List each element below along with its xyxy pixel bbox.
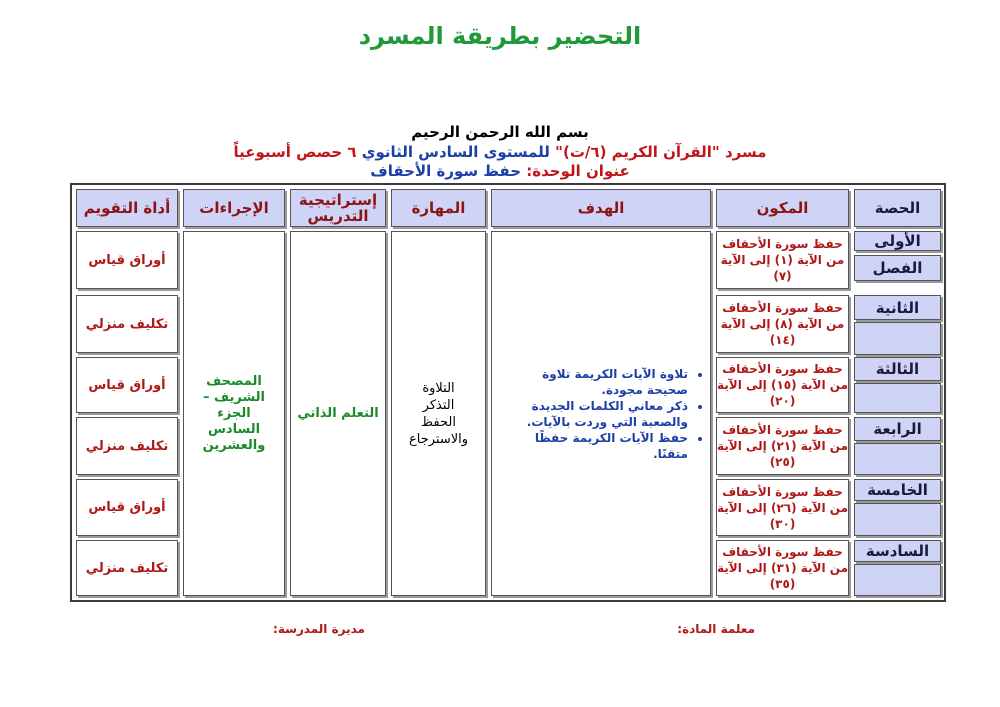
col-lesson-header: الحصة (854, 189, 941, 227)
evaluation-cell: أوراق قياس (76, 357, 178, 413)
col-procedures-header: الإجراءات (183, 189, 285, 227)
basmala: بسم الله الرحمن الرحيم (411, 123, 589, 141)
course-level: للمستوى السادس الثانوي (361, 143, 550, 161)
lesson-name: السادسة (854, 540, 941, 562)
col-skill-header: المهارة (391, 189, 486, 227)
strategy-cell: التعلم الذاتي (290, 231, 386, 596)
evaluation-cell: أوراق قياس (76, 231, 178, 289)
col-evaluation-header: أداة التقويم (76, 189, 178, 227)
col-strategy-header: إستراتيجية التدريس (290, 189, 386, 227)
component-cell: حفظ سورة الأحقاف من الآية (١٥) إلى الآية (٢٠) (716, 357, 849, 413)
teacher-signature-label: معلمة المادة: (677, 622, 755, 636)
goal-item: • تلاوة الآيات الكريمة تلاوة صحيحة مجودة. (500, 366, 688, 398)
course-name: مسرد "القرآن الكريم (٦/ت)" (555, 143, 767, 161)
col-goal-header: الهدف (491, 189, 711, 227)
page-title: التحضير بطريقة المسرد (358, 22, 642, 50)
evaluation-cell: تكليف منزلي (76, 540, 178, 596)
component-cell: حفظ سورة الأحقاف من الآية (٣١) إلى الآية (٣٥) (716, 540, 849, 596)
course-line (220, 144, 780, 161)
skill-item: التذكر (422, 397, 455, 413)
course-hours: ٦ حصص أسبوعياً (233, 143, 357, 161)
component-cell: حفظ سورة الأحقاف من الآية (١) إلى الآية (٧) (716, 231, 849, 289)
evaluation-cell: تكليف منزلي (76, 295, 178, 353)
component-cell: حفظ سورة الأحقاف من الآية (٢١) إلى الآية (٢٥) (716, 417, 849, 475)
unit-line (220, 163, 780, 180)
goal-item: • حفظ الآيات الكريمة حفظًا متقنًا. (500, 430, 688, 462)
col-component-header: المكون (716, 189, 849, 227)
unit-label: عنوان الوحدة: (526, 162, 630, 180)
component-cell: حفظ سورة الأحقاف من الآية (٢٦) إلى الآية (٣٠) (716, 479, 849, 536)
component-cell: حفظ سورة الأحقاف من الآية (٨) إلى الآية (١٤) (716, 295, 849, 353)
lesson-name: الثالثة (854, 357, 941, 381)
evaluation-cell: أوراق قياس (76, 479, 178, 536)
goals-cell (491, 231, 711, 596)
goal-item: • ذكر معاني الكلمات الجديدة والصعبة التي وردت بالآيات. (500, 398, 688, 430)
lesson-name: الثانية (854, 295, 941, 320)
lesson-blank (854, 322, 941, 355)
evaluation-cell: تكليف منزلي (76, 417, 178, 475)
lesson-extra: الفصل (854, 255, 941, 281)
skills-cell (391, 231, 486, 596)
skill-item: والاسترجاع (408, 431, 469, 447)
skill-item: الحفظ (421, 414, 456, 430)
skill-item: التلاوة (422, 380, 455, 396)
lesson-name: الرابعة (854, 417, 941, 441)
plan-table (70, 183, 946, 602)
lesson-name: الخامسة (854, 479, 941, 501)
lesson-blank (854, 564, 941, 596)
lesson-blank (854, 503, 941, 536)
lesson-blank (854, 443, 941, 475)
unit-value: حفظ سورة الأحقاف (370, 162, 522, 180)
principal-signature-label: مديرة المدرسة: (273, 622, 365, 636)
lesson-name: الأولى (854, 231, 941, 251)
lesson-blank (854, 383, 941, 413)
procedures-cell: المصحف الشريف – الجزء السادس والعشرين (183, 231, 285, 596)
